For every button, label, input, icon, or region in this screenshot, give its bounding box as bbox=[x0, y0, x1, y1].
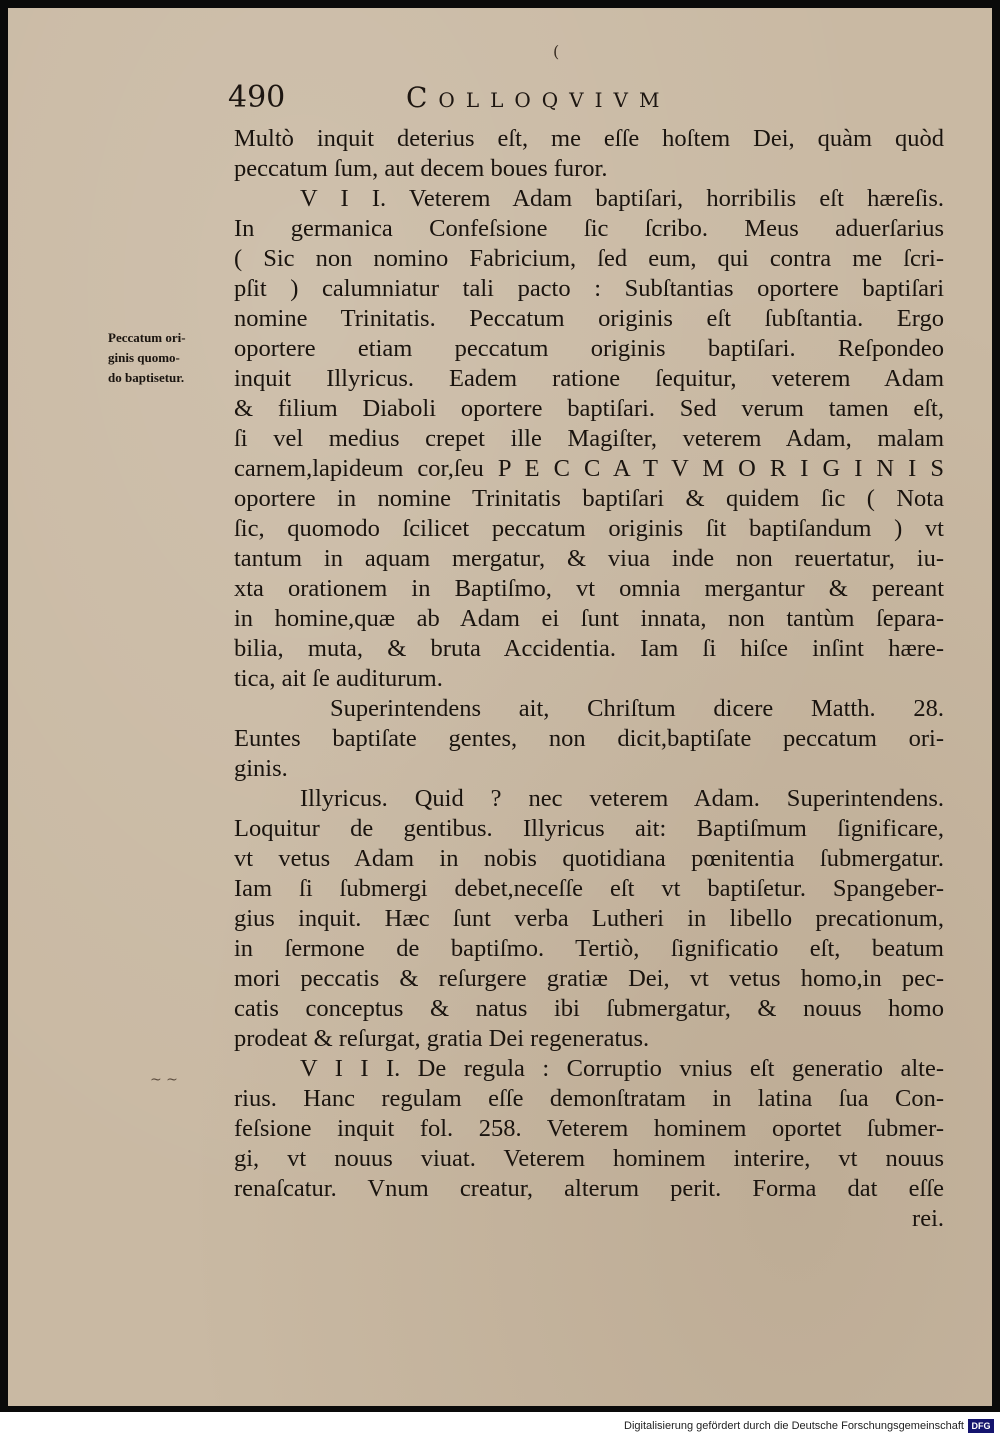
text-line: nomine Trinitatis. Peccatum originis eſt ſubſtantia. Ergo bbox=[234, 305, 944, 332]
margin-note-line: ginis quomo- bbox=[108, 350, 180, 365]
text-line: vt vetus Adam in nobis quotidiana pœnitentia ſubmergatur. bbox=[234, 845, 944, 872]
text-line: rius. Hanc regulam eſſe demonſtratam in latina ſua Con- bbox=[234, 1085, 944, 1112]
text-line: mori peccatis & reſurgere gratiæ Dei, vt vetus homo,in pec- bbox=[234, 965, 944, 992]
page-number: 490 bbox=[228, 80, 286, 115]
funding-notice: Digitalisierung gefördert durch die Deutsche Forschungsgemeinschaft bbox=[624, 1420, 964, 1432]
text-line: in ſermone de baptiſmo. Tertiò, ſignificatio eſt, beatum bbox=[234, 935, 944, 962]
text-line: bilia, muta, & bruta Accidentia. Iam ſi hiſce inſint hære- bbox=[234, 635, 944, 662]
text-line: tica, ait ſe auditurum. bbox=[234, 665, 443, 692]
text-line: ſi vel medius crepet ille Magiſter, veterem Adam, malam bbox=[234, 425, 944, 452]
margin-note-line: do baptisetur. bbox=[108, 370, 185, 385]
running-head bbox=[228, 80, 768, 120]
text-line: Loquitur de gentibus. Illyricus ait: Baptiſmum ſignificare, bbox=[234, 815, 944, 842]
text-line: tantum in aquam mergatur, & viua inde non reuertatur, iu- bbox=[234, 545, 944, 572]
text-line: ſic, quomodo ſcilicet peccatum originis ſit baptiſandum ) vt bbox=[234, 515, 944, 542]
text-line: oportere in nomine Trinitatis baptiſari & quidem ſic ( Nota bbox=[234, 485, 944, 512]
running-head-title: Colloqvivm bbox=[406, 81, 671, 114]
text-line: feſsione inquit fol. 258. Veterem hominem oportet ſubmer- bbox=[234, 1115, 944, 1142]
text-line: ( Sic non nomino Fabricium, ſed eum, qui contra me ſcri- bbox=[234, 245, 944, 272]
text-line: gius inquit. Hæc ſunt verba Lutheri in libello precationum, bbox=[234, 905, 944, 932]
text-line: ginis. bbox=[234, 755, 288, 782]
margin-note-line: Peccatum ori- bbox=[108, 330, 186, 345]
text-line: In germanica Confeſsione ſic ſcribo. Meus aduerſarius bbox=[234, 215, 944, 242]
text-line: V I I. Veterem Adam baptiſari, horribilis eſt hæreſis. bbox=[300, 185, 944, 212]
text-line: xta orationem in Baptiſmo, vt omnia mergantur & pereant bbox=[234, 575, 944, 602]
text-line: renaſcatur. Vnum creatur, alterum perit. Forma dat eſſe bbox=[234, 1175, 944, 1202]
text-line: Euntes baptiſate gentes, non dicit,baptiſate peccatum ori- bbox=[234, 725, 944, 752]
text-line: Multò inquit deterius eſt, me eſſe hoſtem Dei, quàm quòd bbox=[234, 125, 944, 152]
text-line: & filium Diaboli oportere baptiſari. Sed verum tamen eſt, bbox=[234, 395, 944, 422]
body-text bbox=[234, 124, 944, 1234]
dfg-logo: DFG bbox=[968, 1419, 994, 1433]
top-mark: ( bbox=[553, 42, 560, 61]
text-line: prodeat & reſurgat, gratia Dei regeneratus. bbox=[234, 1025, 650, 1052]
text-line: inquit Illyricus. Eadem ratione ſequitur, veterem Adam bbox=[234, 365, 944, 392]
text-line: Illyricus. Quid ? nec veterem Adam. Superintendens. bbox=[300, 785, 944, 812]
text-line: pſit ) calumniatur tali pacto : Subſtantias oportere baptiſari bbox=[234, 275, 944, 302]
text-line: V I I I. De regula : Corruptio vnius eſt generatio alte- bbox=[300, 1055, 944, 1082]
text-line: carnem,lapideum cor,ſeu P E C C A T V M O R I G I N I S bbox=[234, 455, 944, 482]
text-line: Superintendens ait, Chriſtum dicere Matth. 28. bbox=[330, 695, 944, 722]
text-line: in homine,quæ ab Adam ei ſunt innata, non tantùm ſepara- bbox=[234, 605, 944, 632]
text-line: catis conceptus & natus ibi ſubmergatur, & nouus homo bbox=[234, 995, 944, 1022]
text-line: peccatum ſum, aut decem boues furor. bbox=[234, 155, 608, 182]
footer-bar bbox=[0, 1414, 1000, 1440]
margin-note bbox=[108, 328, 234, 388]
margin-smudge: ~ ~ bbox=[150, 1072, 178, 1088]
catchword: rei. bbox=[912, 1205, 944, 1232]
text-line: Iam ſi ſubmergi debet,neceſſe eſt vt baptiſetur. Spangeber- bbox=[234, 875, 944, 902]
text-line: oportere etiam peccatum originis baptiſari. Reſpondeo bbox=[234, 335, 944, 362]
text-line: gi, vt nouus viuat. Veterem hominem interire, vt nouus bbox=[234, 1145, 944, 1172]
